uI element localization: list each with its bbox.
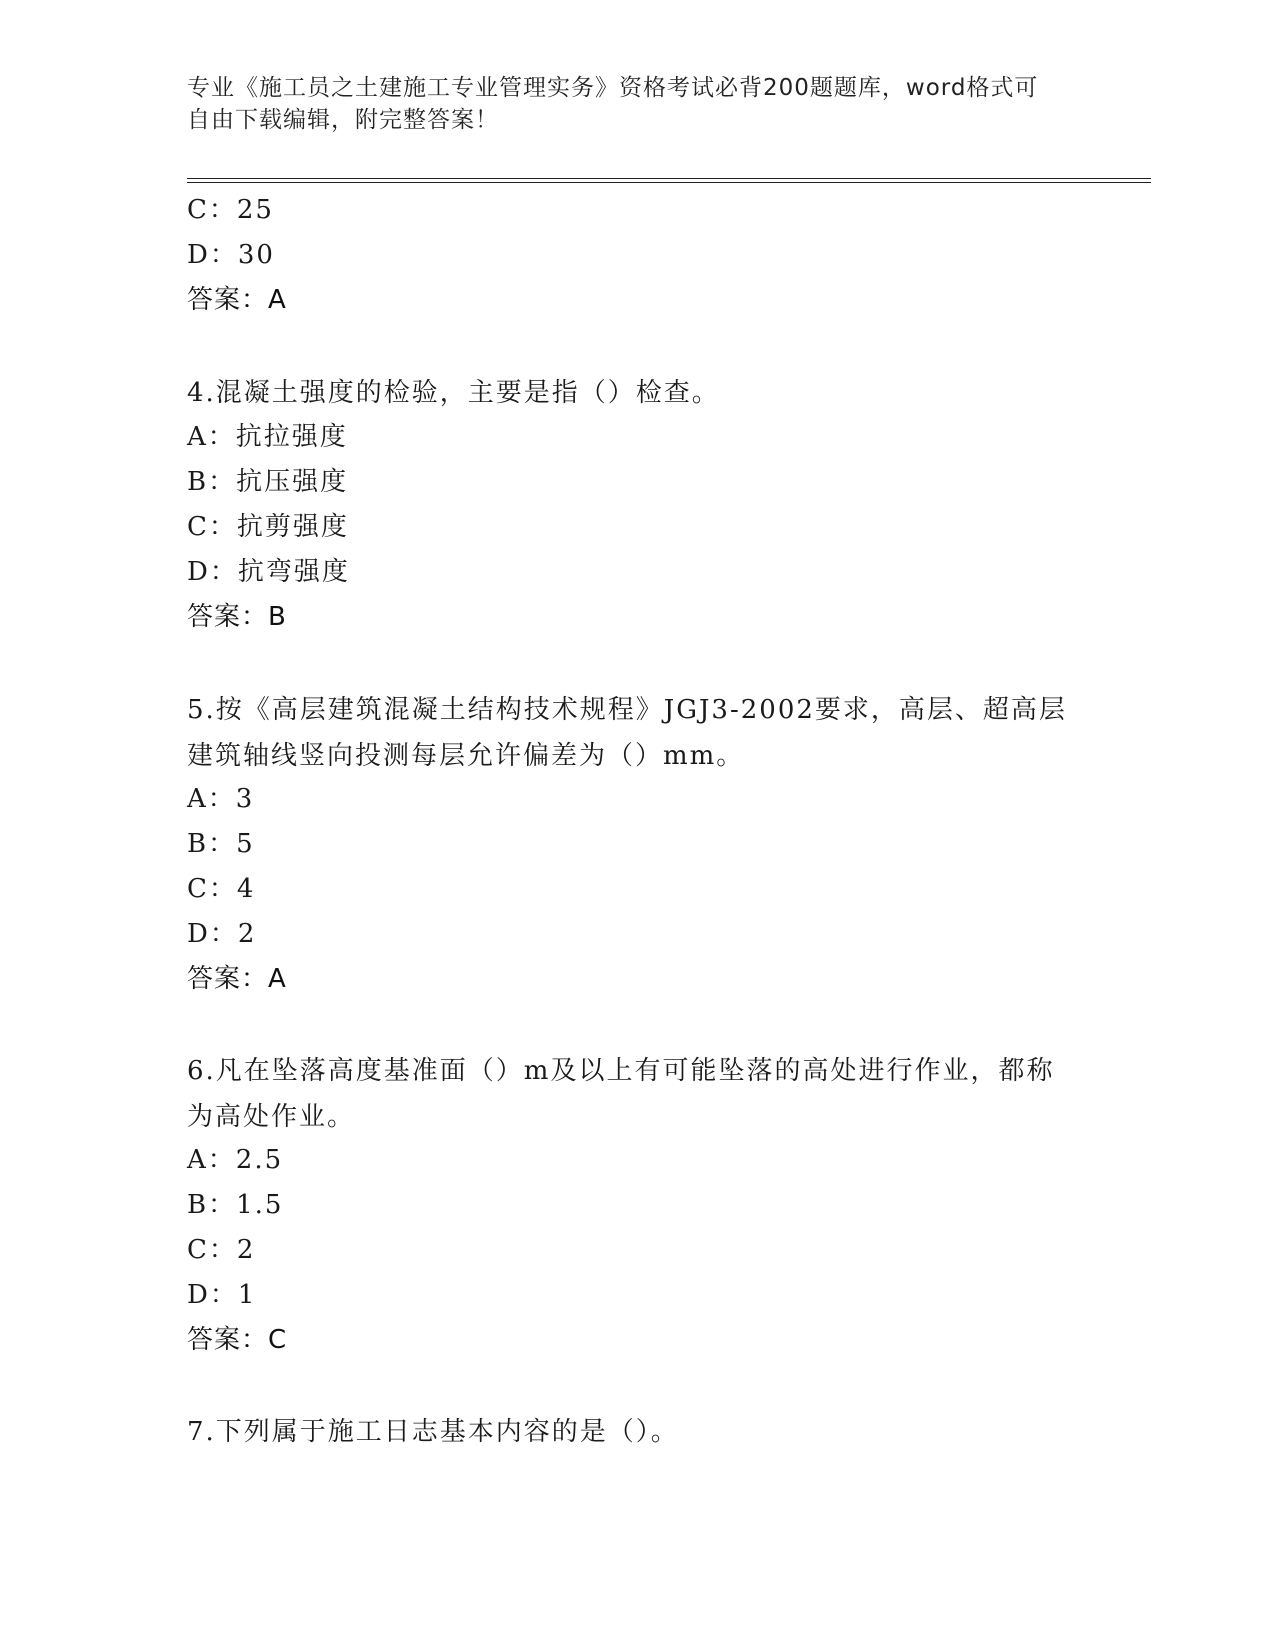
- option-c: C：2: [187, 1235, 256, 1265]
- option-d: D：2: [187, 919, 257, 949]
- answer-line: 答案：B: [187, 602, 287, 632]
- option-b: B：抗压强度: [187, 467, 349, 497]
- document-header: [187, 72, 1067, 136]
- question-text-line: 4.混凝土强度的检验，主要是指（）检查。: [187, 378, 720, 408]
- question-text-line: 5.按《高层建筑混凝土结构技术规程》JGJ3-2002要求，高层、超高层: [187, 695, 1067, 725]
- header-line-1: 专业《施工员之土建施工专业管理实务》资格考试必背200题题库，word格式可: [187, 75, 1039, 101]
- question-text-line: 为高处作业。: [187, 1102, 356, 1132]
- question-4-text: [187, 370, 1087, 416]
- option-c: C：4: [187, 874, 256, 904]
- option-c: C：25: [187, 195, 274, 225]
- option-d: D：抗弯强度: [187, 557, 350, 587]
- question-text-line: 6.凡在坠落高度基准面（）m及以上有可能坠落的高处进行作业，都称: [187, 1056, 1055, 1086]
- question-5-text: [187, 687, 1087, 779]
- option-c: C：抗剪强度: [187, 512, 349, 542]
- option-a: A：2.5: [187, 1145, 284, 1175]
- option-b: B：5: [187, 829, 255, 859]
- answer-line: 答案：A: [187, 285, 287, 315]
- answer-line: 答案：C: [187, 1325, 288, 1355]
- question-7-text: [187, 1409, 1087, 1455]
- header-line-2: 自由下载编辑，附完整答案！: [187, 107, 499, 133]
- question-text-line: 7.下列属于施工日志基本内容的是（）。: [187, 1417, 679, 1447]
- header-rule-bottom: [187, 182, 1151, 183]
- answer-line: 答案：A: [187, 964, 287, 994]
- question-text-line: 建筑轴线竖向投测每层允许偏差为（）mm。: [187, 741, 745, 771]
- option-a: A：3: [187, 784, 255, 814]
- option-d: D：30: [187, 240, 275, 270]
- option-d: D：1: [187, 1280, 257, 1310]
- option-b: B：1.5: [187, 1190, 284, 1220]
- question-6-text: [187, 1048, 1087, 1140]
- header-rule-top: [187, 178, 1151, 179]
- option-a: A：抗拉强度: [187, 422, 348, 452]
